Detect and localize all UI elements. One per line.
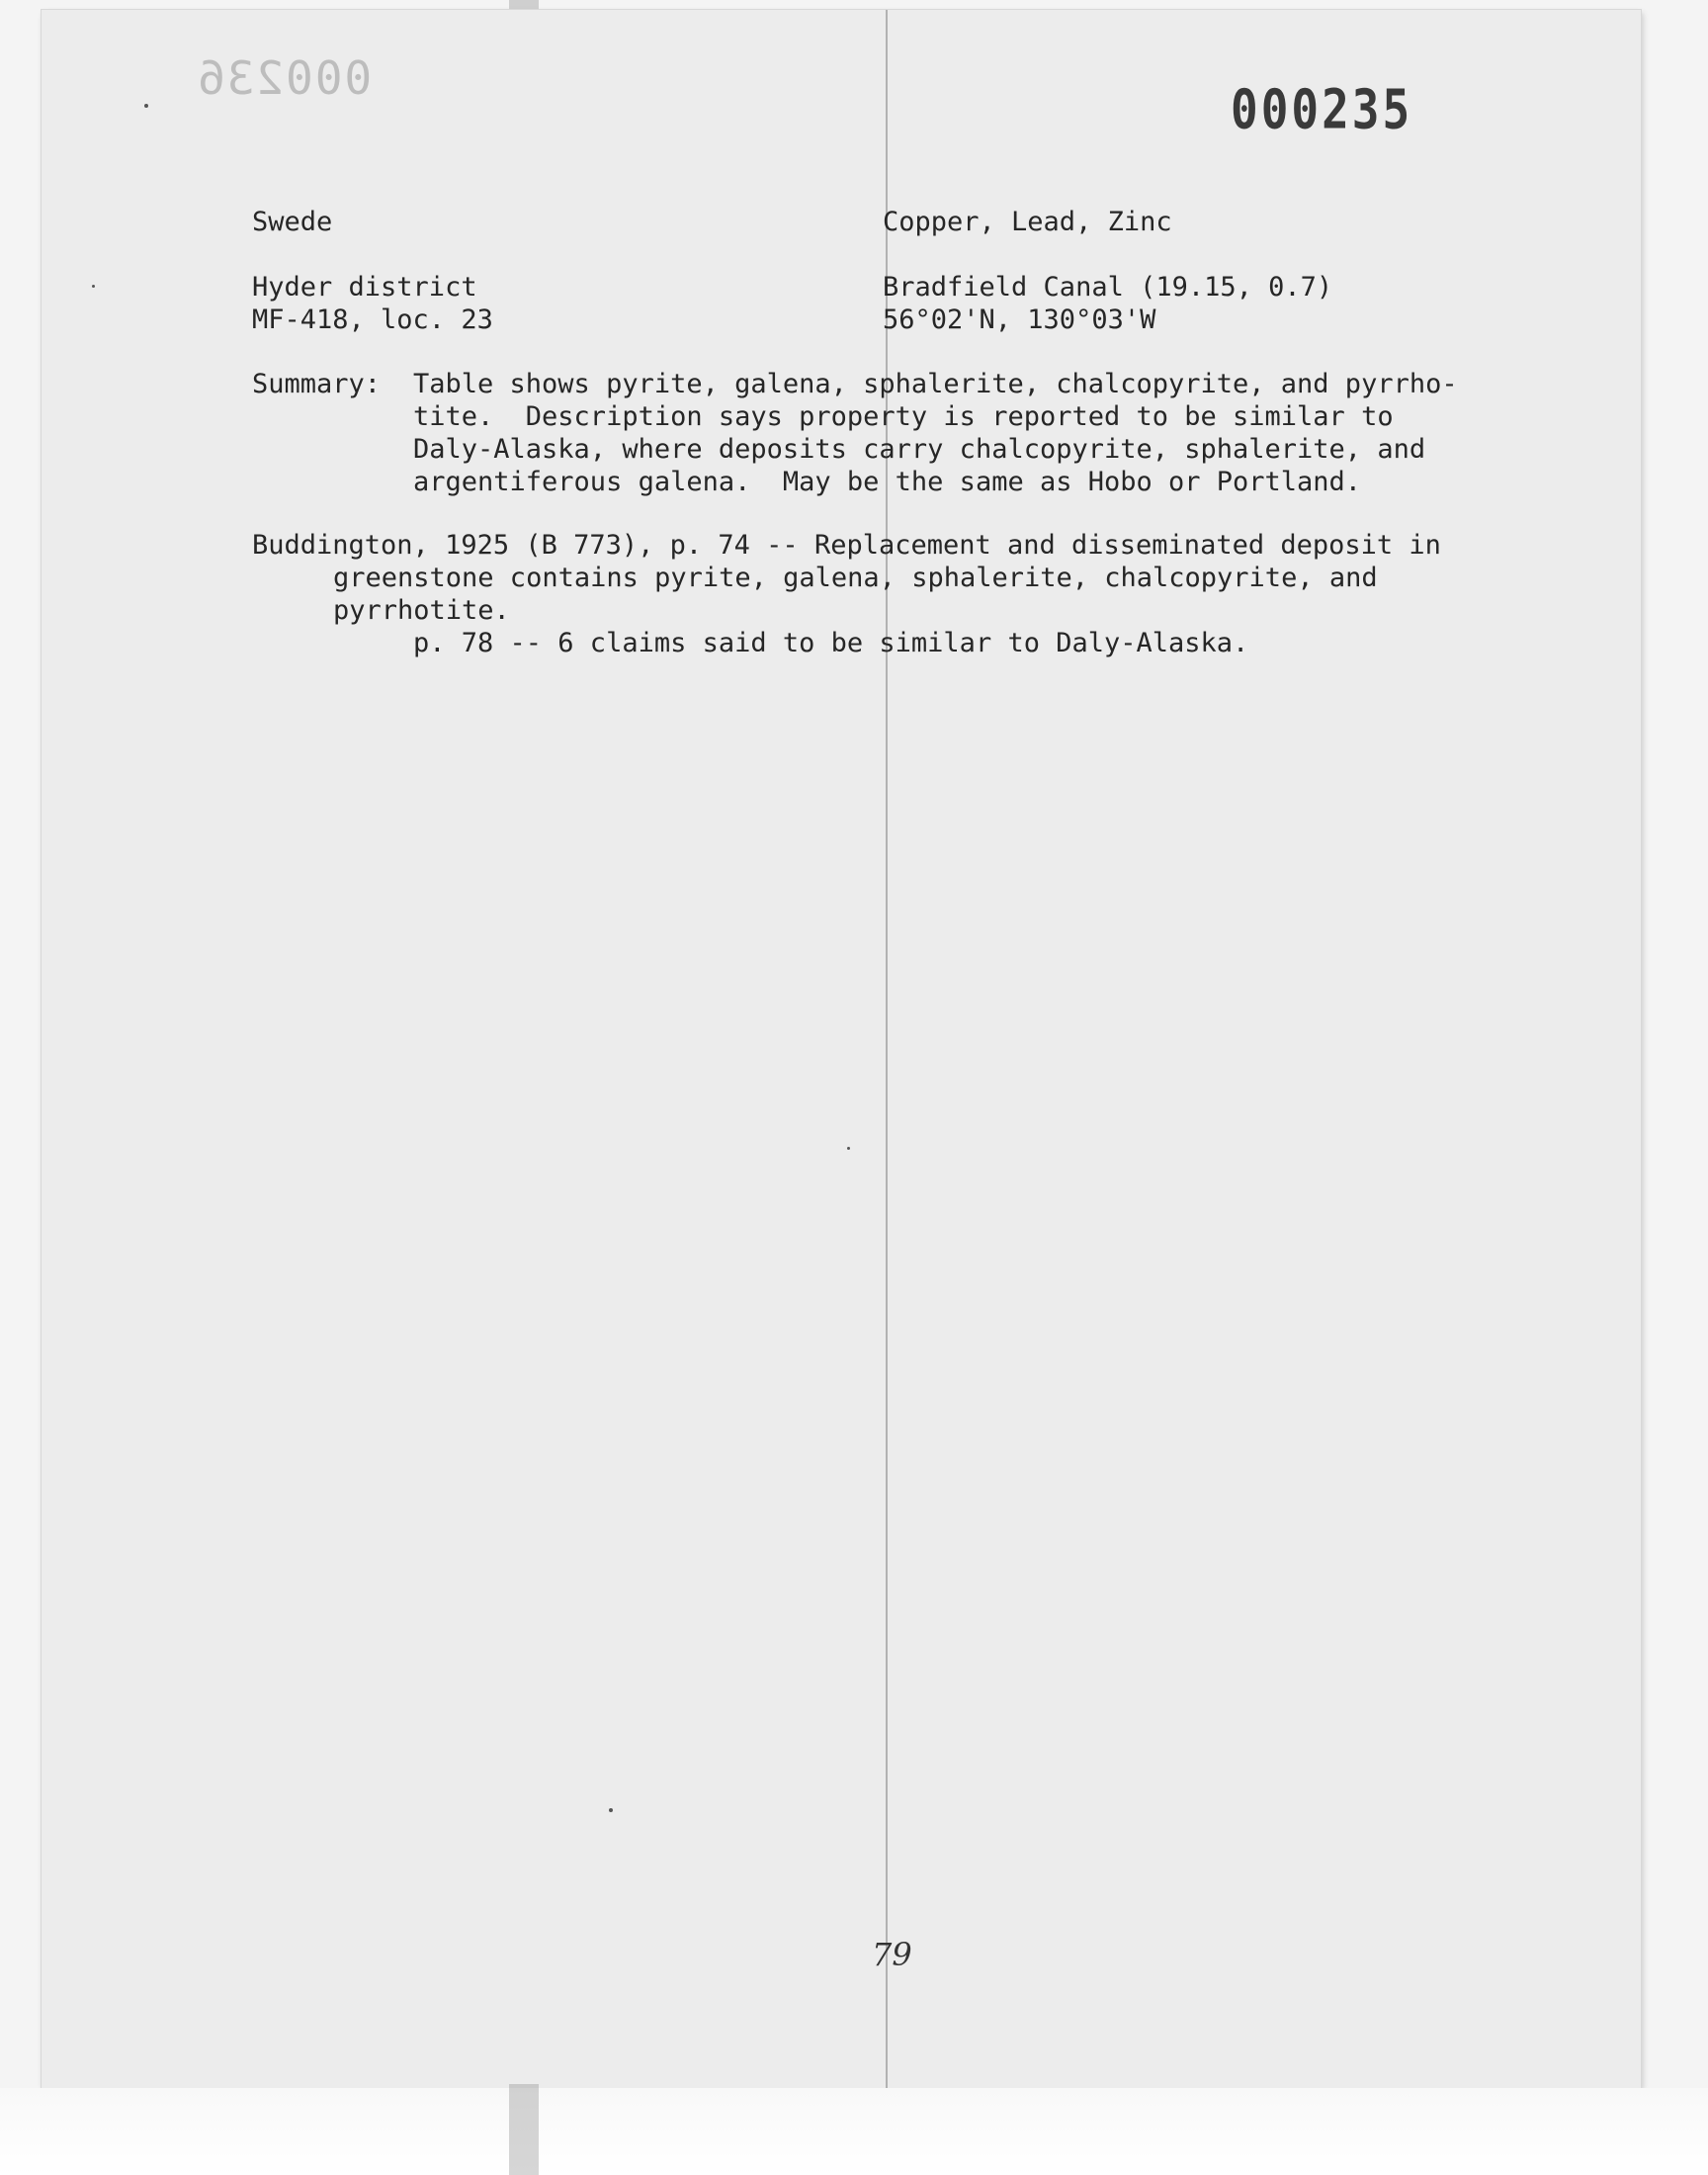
reference-line: p. 78 -- 6 claims said to be similar to Daly-Alaska. (413, 628, 1249, 658)
commodities: Copper, Lead, Zinc (883, 207, 1172, 237)
dust-speck (609, 1808, 613, 1812)
property-name: Swede (252, 207, 333, 237)
mirrored-stamp-number: 000236 (196, 51, 373, 105)
dust-speck (144, 104, 148, 108)
summary-line: Daly-Alaska, where deposits carry chalcopyrite, sphalerite, and (413, 434, 1426, 465)
dust-speck (92, 285, 95, 288)
summary-line: argentiferous galena. May be the same as Hobo or Portland. (413, 467, 1362, 497)
district: Hyder district (252, 272, 477, 303)
reference-line: greenstone contains pyrite, galena, sphalerite, chalcopyrite, and (333, 563, 1378, 593)
summary-label: Summary: (252, 369, 382, 399)
page-number: 79 (872, 1936, 912, 1973)
summary-line: Table shows pyrite, galena, sphalerite, chalcopyrite, and pyrrho- (413, 369, 1458, 399)
document-number-stamp: 000235 (1231, 77, 1413, 141)
scanner-strip-bottom (509, 2084, 539, 2175)
scanner-bottom-band (0, 2088, 1708, 2175)
coordinates: 56°02'N, 130°03'W (883, 304, 1156, 335)
dust-speck (847, 1147, 850, 1150)
map-reference: MF-418, loc. 23 (252, 304, 493, 335)
reference-line: pyrrhotite. (333, 595, 510, 626)
summary-line: tite. Description says property is reported to be similar to (413, 401, 1394, 432)
reference-line: Buddington, 1925 (B 773), p. 74 -- Replacement and disseminated deposit in (252, 530, 1441, 561)
quadrangle: Bradfield Canal (19.15, 0.7) (883, 272, 1333, 303)
